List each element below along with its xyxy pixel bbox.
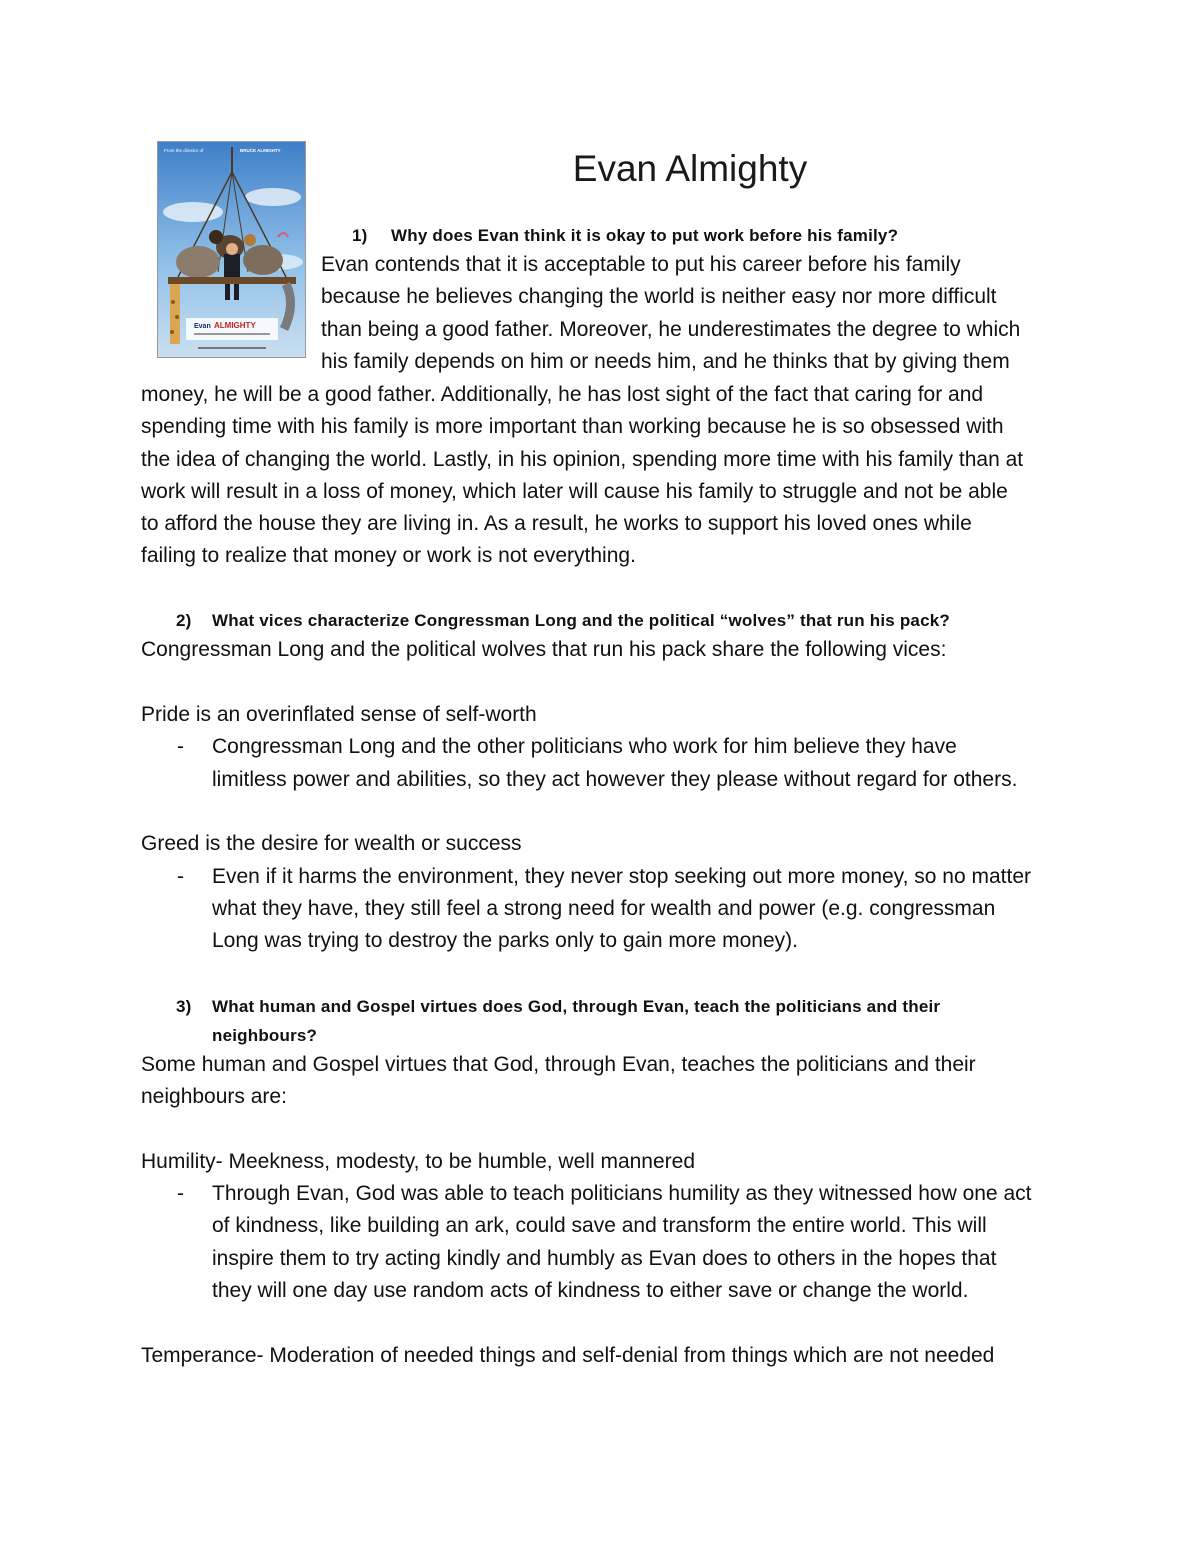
virtue-humility-line: inspire them to try acting kindly and humbly as Evan does to others in the hopes that	[212, 1247, 997, 1270]
answer-1-line: money, he will be a good father. Additionally, he has lost sight of the fact that caring for and	[141, 383, 984, 406]
vice-greed-line: what they have, they still feel a strong need for wealth and power (e.g. congressman	[212, 897, 996, 920]
question-3-text-line: What human and Gospel virtues does God, through Evan, teach the politicians and their	[212, 997, 941, 1016]
vice-pride-heading: Pride is an overinflated sense of self-worth	[141, 703, 537, 726]
answer-3-intro-line: neighbours are:	[141, 1085, 287, 1108]
answer-1-line: than being a good father. Moreover, he underestimates the degree to which	[321, 318, 1021, 341]
answer-1-line: Evan contends that it is acceptable to put his career before his family	[321, 253, 961, 276]
poster-title-almighty: ALMIGHTY	[214, 321, 256, 330]
poster-top-line-left: From the director of	[164, 148, 204, 153]
vice-pride-line: limitless power and abilities, so they act however they please without regard for others.	[212, 768, 1018, 791]
answer-1-line: failing to realize that money or work is not everything.	[141, 544, 636, 567]
answer-1-line: to afford the house they are living in. As a result, he works to support his loved ones while	[141, 512, 972, 535]
virtue-humility-line: Through Evan, God was able to teach politicians humility as they witnessed how one act	[212, 1182, 1032, 1205]
poster-title-evan: Evan	[194, 323, 211, 330]
answer-3-intro-line: Some human and Gospel virtues that God, through Evan, teaches the politicians and their	[141, 1053, 976, 1076]
vice-greed-heading: Greed is the desire for wealth or success	[141, 832, 522, 855]
virtue-humility-line: of kindness, like building an ark, could save and transform the entire world. This will	[212, 1214, 987, 1237]
answer-2-intro: Congressman Long and the political wolves that run his pack share the following vices:	[141, 638, 947, 661]
question-3-number: 3)	[176, 997, 192, 1016]
virtue-humility-heading: Humility- Meekness, modesty, to be humble, well mannered	[141, 1150, 696, 1173]
question-2-number: 2)	[176, 611, 192, 630]
answer-1-line: his family depends on him or needs him, and he thinks that by giving them	[321, 350, 1010, 373]
answer-1-line: the idea of changing the world. Lastly, in his opinion, spending more time with his family than at	[141, 448, 1024, 471]
vice-greed-line: Long was trying to destroy the parks only to gain more money).	[212, 929, 798, 952]
question-1-number: 1)	[352, 226, 368, 245]
question-2-text: What vices characterize Congressman Long and the political “wolves” that run his pack?	[212, 611, 950, 630]
answer-1-line: because he believes changing the world is neither easy nor more difficult	[321, 285, 997, 308]
question-3-text-line: neighbours?	[212, 1026, 318, 1045]
bullet-dash: -	[177, 735, 184, 758]
vice-greed-line: Even if it harms the environment, they never stop seeking out more money, so no matter	[212, 865, 1032, 888]
answer-1-line: work will result in a loss of money, which later will cause his family to struggle and not be able	[141, 480, 1008, 503]
poster-illustration	[158, 142, 305, 357]
question-1-text: Why does Evan think it is okay to put work before his family?	[391, 226, 899, 245]
poster-top-line-right: BRUCE ALMIGHTY	[240, 148, 281, 153]
answer-1-line: spending time with his family is more important than working because he is so obsessed with	[141, 415, 1004, 438]
document-title: Evan Almighty	[572, 148, 808, 189]
movie-poster-image	[157, 141, 306, 358]
bullet-dash: -	[177, 865, 184, 888]
virtue-temperance-heading: Temperance- Moderation of needed things and self-denial from things which are not needed	[141, 1344, 995, 1367]
bullet-dash: -	[177, 1182, 184, 1205]
virtue-humility-line: they will one day use random acts of kindness to either save or change the world.	[212, 1279, 969, 1302]
vice-pride-line: Congressman Long and the other politicians who work for him believe they have	[212, 735, 957, 758]
